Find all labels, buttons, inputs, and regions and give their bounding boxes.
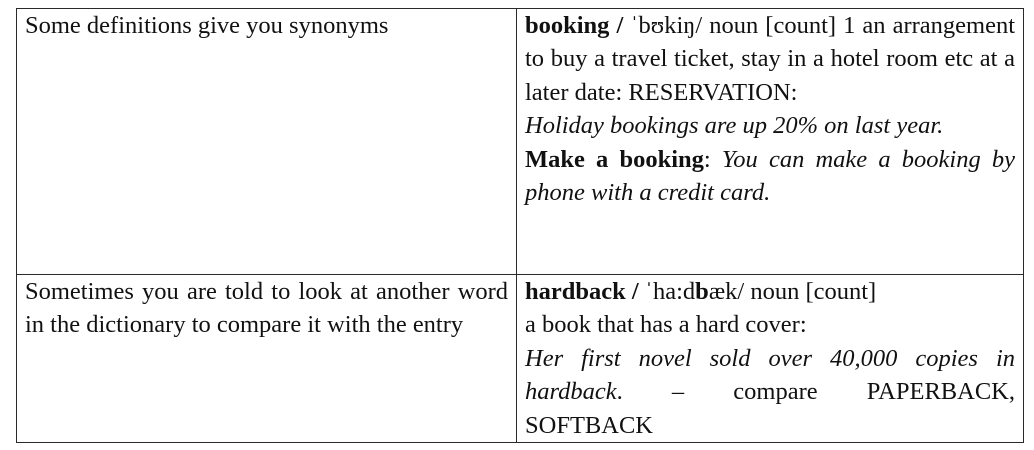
entry-text	[525, 9, 1015, 109]
entry-cell	[517, 275, 1024, 443]
example-sentence: Holiday bookings are up 20% on last year.	[525, 112, 944, 140]
entry-cell	[517, 9, 1024, 275]
pronunciation-rest: æk/ noun [count]	[708, 278, 877, 305]
phrase-colon: :	[703, 145, 722, 173]
pronunciation: ˈha:d	[638, 278, 696, 305]
example-period: .	[616, 378, 623, 406]
phrase: Make a booking	[525, 145, 704, 173]
dictionary-table	[16, 8, 1024, 443]
compare-note: – compare PAPERBACK, SOFTBACK	[525, 378, 1015, 439]
headword-slash: /	[625, 278, 639, 305]
example-sentence: Her first novel sold over 40,000 copies in hardback	[525, 344, 1015, 406]
entry-heading	[525, 275, 1015, 308]
headword: booking	[525, 12, 610, 39]
table-row	[17, 275, 1024, 443]
description-text: Some definitions give you synonyms	[25, 12, 389, 39]
description-cell	[17, 9, 517, 275]
pronunciation-bold: b	[695, 278, 709, 305]
pronunciation: ˈbʊkiŋ/ noun [count]	[623, 12, 837, 39]
definition: a book that has a hard cover:	[525, 311, 807, 339]
definition: 1 an arrangement to buy a travel ticket, stay in a hotel room etc at a later date: RESERVATION:	[525, 12, 1015, 106]
description-cell	[17, 275, 517, 443]
phrase-example: You can make a booking by phone with a credit card.	[525, 145, 1015, 207]
headword: hardback	[525, 278, 626, 305]
table-row	[17, 9, 1024, 275]
phrase-block	[525, 143, 1015, 210]
example-block	[525, 342, 1015, 442]
description-text: Sometimes you are told to look at another word in the dictionary to compare it with the entry	[25, 278, 508, 339]
headword-slash: /	[609, 12, 624, 39]
